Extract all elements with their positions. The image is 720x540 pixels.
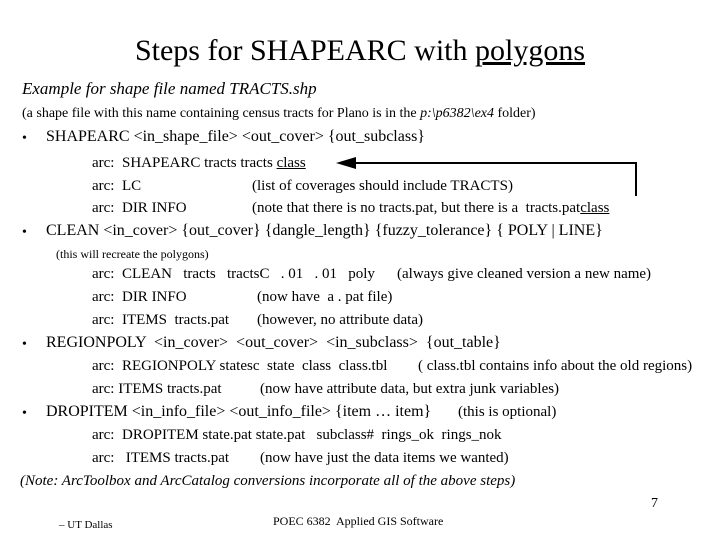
comment: (note that there is no tracts.pat, but there is a tracts.pat <box>252 200 581 216</box>
prompt: arc: <box>92 266 115 282</box>
dropitem-command-note: (this is optional) <box>458 404 557 420</box>
clean-line-3-comment: (however, no attribute data) <box>257 312 423 328</box>
footer-left: – UT Dallas <box>59 519 113 531</box>
regionpoly-line-2 <box>92 382 222 397</box>
comment-underlined: class <box>580 200 610 216</box>
regionpoly-line-2-comment: (now have attribute data, but extra junk variables) <box>260 381 560 397</box>
prompt: arc: <box>92 178 115 194</box>
page-number: 7 <box>651 496 658 511</box>
prompt: arc: <box>92 200 115 216</box>
prompt: arc: <box>92 450 115 466</box>
regionpoly-line-1-comment: ( class.tbl contains info about the old regions) <box>418 358 693 374</box>
dropitem-line-2 <box>92 451 229 466</box>
cmd-underlined: class <box>276 155 306 171</box>
regionpoly-command: REGIONPOLY <in_cover> <out_cover> <in_subclass> {out_table} <box>46 334 501 351</box>
cmd: DROPITEM state.pat state.pat subclass# rings_ok rings_nok <box>121 427 502 443</box>
cmd: ITEMS tracts.pat <box>121 312 230 328</box>
arrow-head <box>336 157 356 169</box>
regionpoly-line-1 <box>92 359 387 374</box>
cmd: DIR INFO <box>121 200 187 216</box>
clean-line-2 <box>92 290 187 305</box>
prompt: arc: <box>92 155 115 171</box>
example-heading: Example for shape file named TRACTS.shp <box>22 79 317 98</box>
shapearc-command: SHAPEARC <in_shape_file> <out_cover> {out_subclass} <box>46 128 425 145</box>
title-underlined-word: polygons <box>475 34 586 67</box>
cmd: ITEMS tracts.pat <box>121 450 230 466</box>
prompt: arc: <box>92 289 115 305</box>
note-line-path: p:\p6382\ex4 <box>420 106 494 121</box>
bullet-dropitem: • <box>22 406 27 421</box>
cmd: LC <box>121 178 142 194</box>
clean-line-1 <box>92 267 375 282</box>
clean-command: CLEAN <in_cover> {out_cover} {dangle_length} {fuzzy_tolerance} { POLY | LINE} <box>46 222 603 239</box>
cmd: REGIONPOLY statesc state class class.tbl <box>121 358 388 374</box>
arrow-path <box>354 163 636 196</box>
prompt: arc: <box>92 358 115 374</box>
clean-line-1-comment: (always give cleaned version a new name) <box>397 266 652 282</box>
note-line-text: (a shape file with this name containing census tracts for Plano is in the <box>22 106 421 121</box>
prompt: arc: <box>92 381 115 397</box>
final-note: (Note: ArcToolbox and ArcCatalog conversions incorporate all of the above steps) <box>20 473 516 489</box>
dropitem-line-1 <box>92 428 502 443</box>
bullet-regionpoly: • <box>22 337 27 352</box>
prompt: arc: <box>92 312 115 328</box>
cmd: DIR INFO <box>121 289 187 305</box>
clean-line-3 <box>92 313 229 328</box>
shapearc-line-2-comment: (list of coverages should include TRACTS) <box>252 178 513 194</box>
bullet-clean: • <box>22 225 27 240</box>
bullet-shapearc: • <box>22 131 27 146</box>
dropitem-line-2-comment: (now have just the data items we wanted) <box>260 450 509 466</box>
prompt: arc: <box>92 427 115 443</box>
clean-line-2-comment: (now have a . pat file) <box>257 289 393 305</box>
clean-subnote: (this will recreate the polygons) <box>56 247 209 261</box>
note-line-suffix: folder) <box>494 106 536 121</box>
cmd: ITEMS tracts.pat <box>118 381 222 397</box>
footer-center: POEC 6382 Applied GIS Software <box>273 514 444 528</box>
cmd: SHAPEARC tracts tracts <box>121 155 277 171</box>
title-prefix: Steps for SHAPEARC with <box>134 34 476 67</box>
dropitem-command: DROPITEM <in_info_file> <out_info_file> {item … item} <box>46 403 432 420</box>
cmd: CLEAN tracts tractsC . 01 . 01 poly <box>121 266 375 282</box>
